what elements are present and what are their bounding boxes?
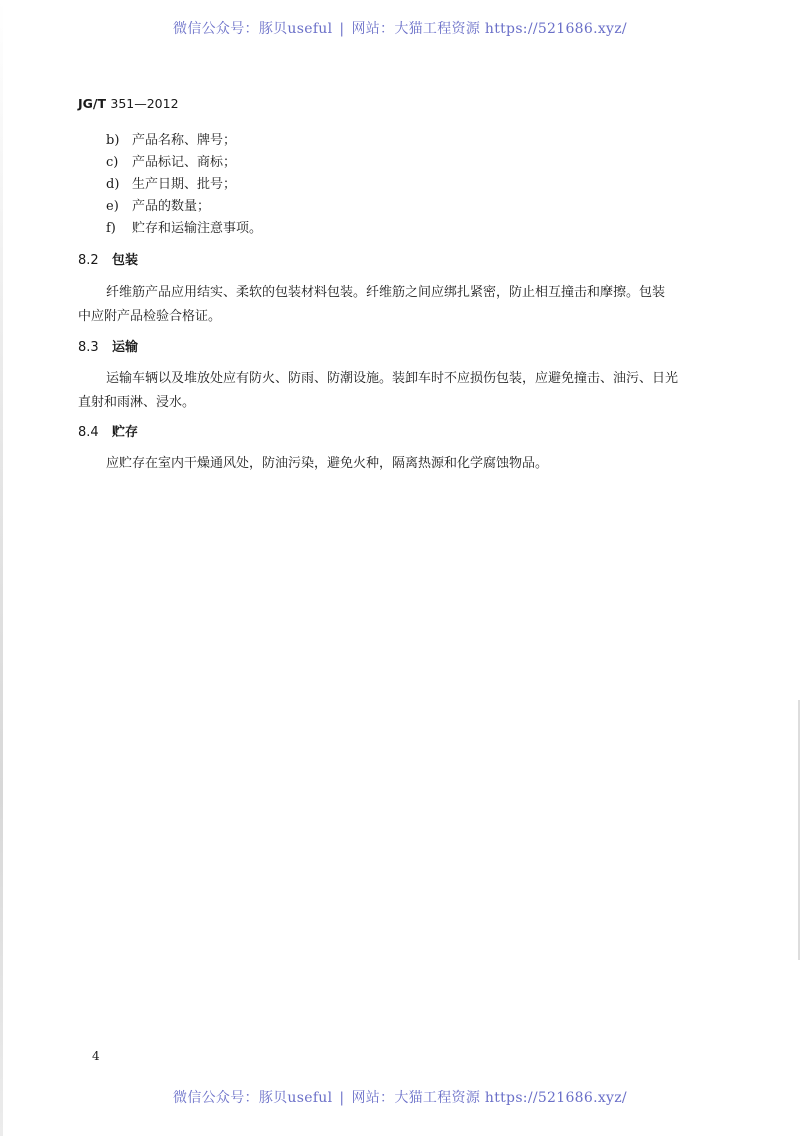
section-title: 包装 [112,253,139,268]
list-item-text: 产品标记、商标； [132,155,237,170]
watermark-separator: | [339,21,345,37]
section-number: 8.4 [78,425,99,440]
section-body-storage [78,452,723,476]
section-number: 8.2 [78,253,99,268]
paragraph-line: 应贮存在室内干燥通风处，防油污染，避免火种，隔离热源和化学腐蚀物品。 [106,456,549,471]
paragraph-line: 纤维筋产品应用结实、柔软的包装材料包装。纤维筋之间应绑扎紧密，防止相互撞击和摩擦。包装 [106,285,666,300]
section-number: 8.3 [78,340,99,355]
list-item [106,220,262,242]
list-item [106,132,262,154]
watermark-website: 网站：大猫工程资源 https://521686.xyz/ [351,21,627,37]
section-heading-packaging [78,249,138,268]
standard-code-number: 351—2012 [110,96,179,111]
list-item [106,154,262,176]
section-heading-storage [78,421,138,440]
standard-code [78,96,179,111]
list-item-marker: e) [106,199,119,214]
watermark-separator: | [339,1090,345,1106]
section-body-packaging [78,281,723,329]
marking-list [106,132,262,242]
watermark-website: 网站：大猫工程资源 https://521686.xyz/ [351,1090,627,1106]
list-item-text: 产品名称、牌号； [132,133,237,148]
watermark-wechat: 微信公众号：豚贝useful [173,1090,333,1106]
standard-code-prefix: JG/T [78,96,107,111]
paragraph-line: 中应附产品检验合格证。 [78,309,222,324]
list-item-text: 贮存和运输注意事项。 [132,221,263,236]
watermark-top [0,18,800,38]
section-heading-transport [78,336,138,355]
list-item-marker: b) [106,133,120,148]
watermark-wechat: 微信公众号：豚贝useful [173,21,333,37]
page-number: 4 [92,1049,100,1063]
list-item-marker: d) [106,177,120,192]
watermark-bottom [0,1087,800,1107]
page-edge-shadow [0,0,3,1136]
section-title: 运输 [112,340,139,355]
list-item [106,198,262,220]
list-item-text: 产品的数量； [132,199,211,214]
list-item-text: 生产日期、批号； [132,177,237,192]
list-item-marker: f) [106,221,116,236]
section-body-transport [78,367,723,415]
section-title: 贮存 [112,425,139,440]
list-item-marker: c) [106,155,119,170]
paragraph-line: 运输车辆以及堆放处应有防火、防雨、防潮设施。装卸车时不应损伤包装，应避免撞击、油污、日光 [106,371,679,386]
list-item [106,176,262,198]
paragraph-line: 直射和雨淋、浸水。 [78,395,196,410]
